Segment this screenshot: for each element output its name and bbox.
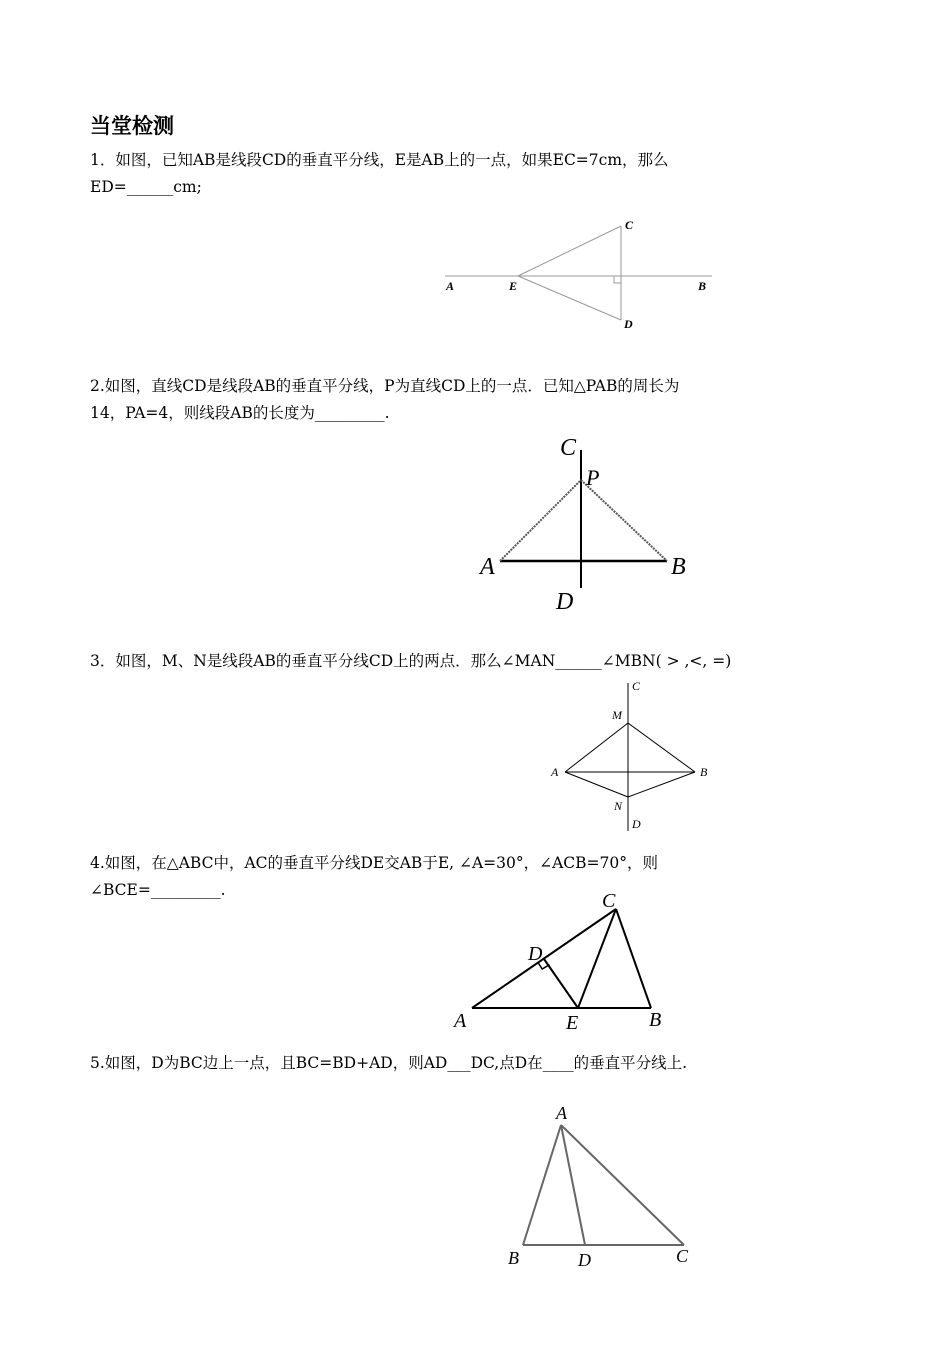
label-a: A (480, 554, 495, 580)
label-d: D (578, 1250, 591, 1270)
question-5-line-1: 5.如图，D为BC边上一点，且BC=BD+AD，则AD___DC,点D在____的垂直平分线上. (90, 1054, 688, 1072)
label-c: C (602, 890, 616, 912)
label-d: D (624, 317, 633, 331)
segment-ac (472, 909, 616, 1008)
figure-1 (430, 210, 730, 340)
segment-cb (616, 909, 651, 1008)
segment-ad (561, 1125, 585, 1245)
segment-an (565, 772, 628, 797)
label-a: A (551, 765, 559, 779)
right-angle-mark (614, 276, 621, 283)
question-1 (90, 147, 865, 201)
question-4-line-1: 4.如图，在△ABC中，AC的垂直平分线DE交AB于E, ∠A=30°，∠ACB=70°，则 (90, 854, 659, 872)
label-a: A (446, 279, 455, 293)
label-b: B (649, 1009, 662, 1031)
segment-mb (628, 723, 695, 772)
label-a: A (556, 1103, 567, 1123)
label-p: P (586, 465, 600, 490)
label-c: C (676, 1246, 689, 1266)
segment-nb (628, 772, 695, 797)
segment-ac (561, 1125, 684, 1245)
label-b: B (698, 279, 707, 293)
label-c: C (632, 679, 641, 693)
question-2 (90, 373, 865, 427)
segment-ed (518, 276, 621, 320)
label-m: M (612, 708, 622, 722)
question-5 (90, 1050, 865, 1077)
question-2-line-2: 14，PA=4，则线段AB的长度为_________. (90, 404, 390, 422)
figure-5 (495, 1098, 705, 1273)
label-b: B (671, 554, 686, 580)
label-c: C (560, 435, 577, 461)
label-c: C (625, 218, 634, 232)
label-e: E (509, 279, 518, 293)
section-title: 当堂检测 (90, 114, 174, 138)
label-b: B (508, 1248, 519, 1268)
question-3-line-1: 3．如图，M、N是线段AB的垂直平分线CD上的两点．那么∠MAN______∠MBN( > ,<, =) (90, 652, 732, 670)
segment-pb (581, 480, 667, 561)
question-1-line-2: ED=______cm; (90, 178, 202, 196)
segment-ce (578, 909, 616, 1008)
label-e: E (566, 1012, 579, 1034)
question-3 (90, 648, 865, 675)
label-b: B (700, 765, 708, 779)
label-a: A (454, 1010, 467, 1032)
figure-3 (540, 675, 730, 840)
question-1-line-1: 1．如图，已知AB是线段CD的垂直平分线，E是AB上的一点，如果EC=7cm，那么 (90, 151, 669, 169)
figure-4 (445, 885, 680, 1035)
label-d: D (528, 943, 543, 965)
question-4-line-2: ∠BCE=_________. (90, 881, 226, 899)
segment-am (565, 723, 628, 772)
segment-pa (500, 480, 581, 561)
label-d: D (556, 589, 574, 615)
segment-ec (518, 226, 621, 276)
question-2-line-1: 2.如图，直线CD是线段AB的垂直平分线，P为直线CD上的一点．已知△PAB的周长为 (90, 377, 680, 395)
figure-2 (470, 428, 710, 618)
segment-de (544, 959, 578, 1008)
segment-ab (523, 1125, 561, 1245)
label-d: D (632, 817, 641, 831)
label-n: N (614, 799, 623, 813)
